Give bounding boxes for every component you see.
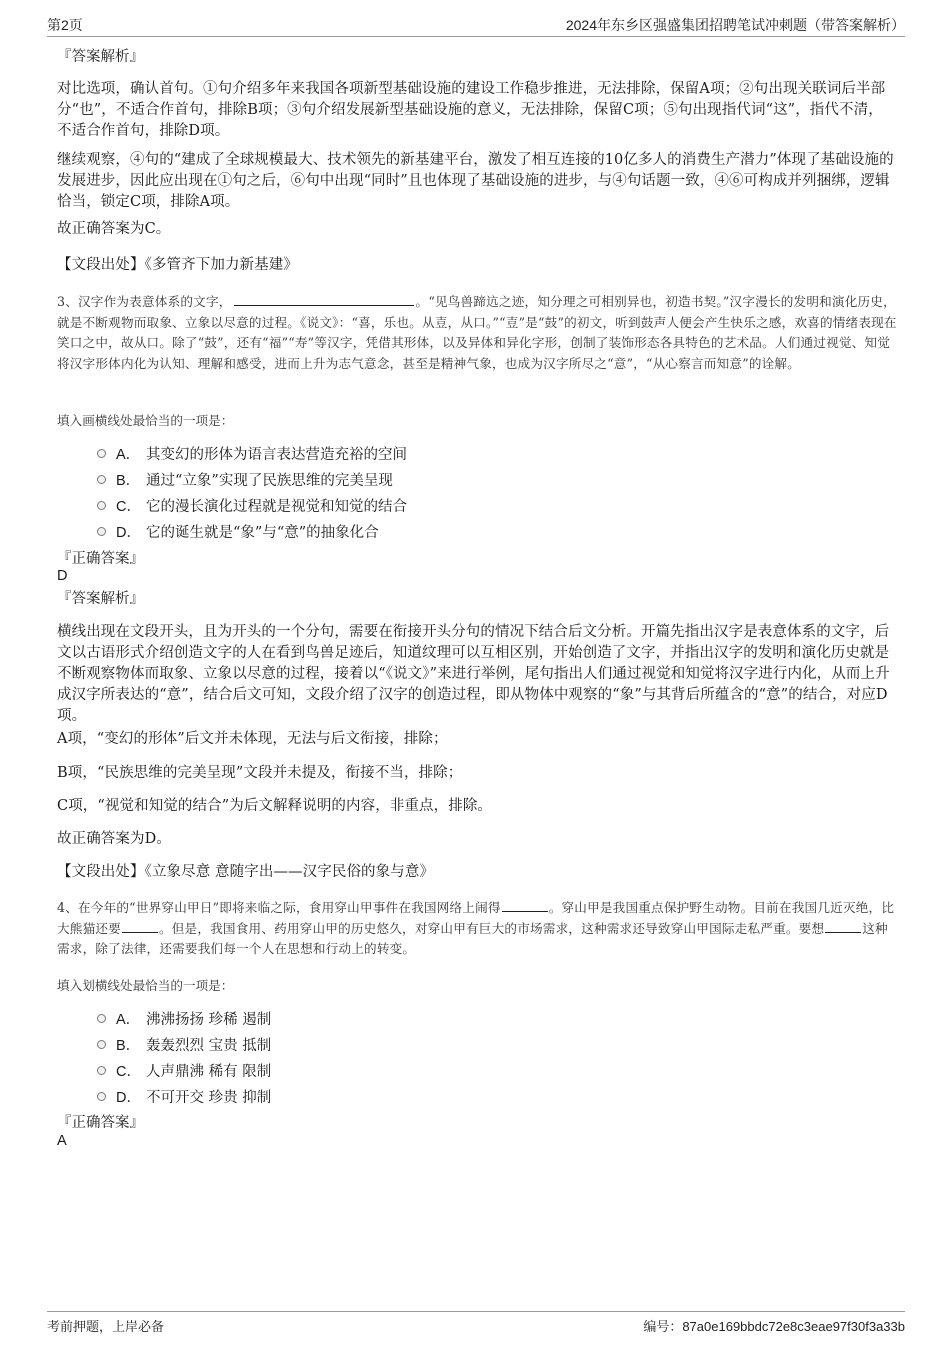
option-text: 通过“立象”实现了民族思维的完美呈现 xyxy=(146,472,393,489)
q4-prompt: 填入划横线处最恰当的一项是： xyxy=(57,978,234,993)
page-footer xyxy=(47,1311,905,1336)
option-text: 它的诞生就是“象”与“意”的抽象化合 xyxy=(146,524,379,541)
radio-icon[interactable] xyxy=(97,475,106,484)
q4-stem-a: 4、在今年的“世界穿山甲日”即将来临之际，食用穿山甲事件在我国网络上闹得 xyxy=(57,900,501,915)
q3-analysis-label: 『答案解析』 xyxy=(57,591,144,607)
q3-analysis-a: A项，“变幻的形体”后文并未体现，无法与后文衔接，排除； xyxy=(57,731,448,747)
radio-icon[interactable] xyxy=(97,449,106,458)
option-text: 人声鼎沸 稀有 限制 xyxy=(146,1063,272,1080)
radio-icon[interactable] xyxy=(97,1014,106,1023)
code-label: 编号： xyxy=(643,1319,683,1334)
q2-source: 【文段出处】《多管齐下加力新基建》 xyxy=(57,257,298,273)
q3-answer-label: 『正确答案』 xyxy=(57,551,144,567)
code-value: 87a0e169bbdc72e8c3eae97f30f3a33b xyxy=(682,1319,905,1334)
q3-option-a[interactable] xyxy=(97,442,407,464)
q3-analysis-b: B项，“民族思维的完美呈现”文段并未提及，衔接不当，排除； xyxy=(57,765,463,781)
q3-stem-rest: 。“见鸟兽蹄迒之迹，知分理之可相别异也，初造书契。”汉字漫长的发明和演化历史，就是不断观物而取象、立象以尽意的过程。《说文》：“喜，乐也。从壴，从口。”“壴”是“鼓”的初文，听到鼓声人便会产生快乐之感，欢喜的情绪表现在笑口之中，故从口。除了“鼓”，还有“福”“寿”等汉字，凭借其形体，以及异体和异化字形，创制了装饰形态各具特色的艺术品。人们通过视觉、知觉将汉字形体内化为认知、理解和感受，进而上升为志气意念，甚至是精神气象，也成为汉字所尽之“意”，“从心察言而知意”的诠解。 xyxy=(57,294,897,371)
option-letter: A． xyxy=(116,1011,141,1028)
q2-analysis-para2: 继续观察，④句的“建成了全球规模最大、技术领先的新基建平台，激发了相互连接的10亿多人的消费生产潜力”体现了基础设施的发展进步，因此应出现在①句之后，⑥句中出现“同时”且也体现了基础设施的进步，与④句话题一致，④⑥可构成并列捆绑，逻辑恰当，锁定C项，排除A项。 xyxy=(57,152,894,210)
q4-stem-c: 。但是，我国食用、药用穿山甲的历史悠久，对穿山甲有巨大的市场需求，这种需求还导致穿山甲国际走私严重。要想 xyxy=(158,920,825,936)
q2-conclusion: 故正确答案为C。 xyxy=(57,221,171,237)
document-title: 2024年东乡区强盛集团招聘笔试冲刺题（带答案解析） xyxy=(565,17,905,33)
q4-option-d[interactable] xyxy=(97,1085,271,1107)
q3-option-c[interactable] xyxy=(97,494,407,516)
q3-conclusion: 故正确答案为D。 xyxy=(57,831,171,847)
option-letter: B． xyxy=(116,472,141,489)
footer-slogan: 考前押题，上岸必备 xyxy=(47,1319,165,1334)
q3-option-d[interactable] xyxy=(97,520,379,542)
q3-stem-prefix: 3、汉字作为表意体系的文字， xyxy=(57,294,232,309)
option-letter: B． xyxy=(116,1037,141,1054)
option-letter: A． xyxy=(116,446,141,463)
q3-analysis-main: 横线出现在文段开头，且为开头的一个分句，需要在衔接开头分句的情况下结合后文分析。开篇先指出汉字是表意体系的文字，后文以古语形式介绍创造文字的人在看到鸟兽足迹后，知道纹理可以互相区别，开始创造了文字，并指出汉字的发明和演化历史就是不断观察物体而取象、立象以尽意的过程，接着以“《说文》”来进行举例，尾句指出人们通过视觉和知觉将汉字进行内化，从而上升成汉字所表达的“意”，结合后文可知，文段介绍了汉字的创造过程，即从物体中观察的“象”与其背后所蕴含的“意”的结合，对应D项。 xyxy=(57,624,890,724)
radio-icon[interactable] xyxy=(97,1040,106,1049)
q3-answer: D xyxy=(57,568,68,584)
q4-blank-3 xyxy=(825,920,861,933)
q3-option-b[interactable] xyxy=(97,468,393,490)
option-text: 不可开交 珍贵 抑制 xyxy=(146,1089,272,1106)
q4-blank-1 xyxy=(502,899,548,912)
radio-icon[interactable] xyxy=(97,1066,106,1075)
q4-stem-b: 。穿山甲是我国重点保护野生动物。目前在我国几近灭绝，比大熊猫还要 xyxy=(57,900,895,936)
q4-blank-2 xyxy=(122,920,158,933)
q4-stem-d: 这种需求，除了法律，还需要我们每一个人在思想和行动上的转变。 xyxy=(57,920,888,956)
page-number: 第2页 xyxy=(47,17,83,33)
option-text: 沸沸扬扬 珍稀 遏制 xyxy=(146,1011,272,1028)
page-header xyxy=(47,14,905,37)
radio-icon[interactable] xyxy=(97,501,106,510)
radio-icon[interactable] xyxy=(97,1092,106,1101)
radio-icon[interactable] xyxy=(97,527,106,536)
q3-source: 【文段出处】《立象尽意 意随字出——汉字民俗的象与意》 xyxy=(57,864,435,880)
q2-analysis-label: 『答案解析』 xyxy=(57,49,144,65)
q3-blank xyxy=(234,292,414,306)
q4-option-b[interactable] xyxy=(97,1033,271,1055)
q4-stem xyxy=(57,898,897,960)
option-text: 轰轰烈烈 宝贵 抵制 xyxy=(146,1037,272,1054)
q2-analysis-para1: 对比选项，确认首句。①句介绍多年来我国各项新型基础设施的建设工作稳步推进，无法排除，保留A项；②句出现关联词后半部分“也”，不适合作首句，排除B项；③句介绍发展新型基础设施的意义，无法排除，保留C项；⑤句出现指代词“这”，指代不清，不适合作首句，排除D项。 xyxy=(57,81,886,139)
option-letter: D． xyxy=(116,524,141,541)
q4-option-a[interactable] xyxy=(97,1007,271,1029)
q4-answer-label: 『正确答案』 xyxy=(57,1115,144,1131)
document-code xyxy=(643,1316,905,1335)
option-letter: C． xyxy=(116,1063,141,1080)
q3-stem xyxy=(57,292,897,374)
q3-prompt: 填入画横线处最恰当的一项是： xyxy=(57,413,234,428)
q4-answer: A xyxy=(57,1133,67,1149)
option-letter: D． xyxy=(116,1089,141,1106)
option-letter: C． xyxy=(116,498,141,515)
q4-option-c[interactable] xyxy=(97,1059,271,1081)
option-text: 它的漫长演化过程就是视觉和知觉的结合 xyxy=(146,498,407,515)
option-text: 其变幻的形体为语言表达营造充裕的空间 xyxy=(146,446,407,463)
q3-analysis-c: C项，“视觉和知觉的结合”为后文解释说明的内容，非重点，排除。 xyxy=(57,798,493,814)
